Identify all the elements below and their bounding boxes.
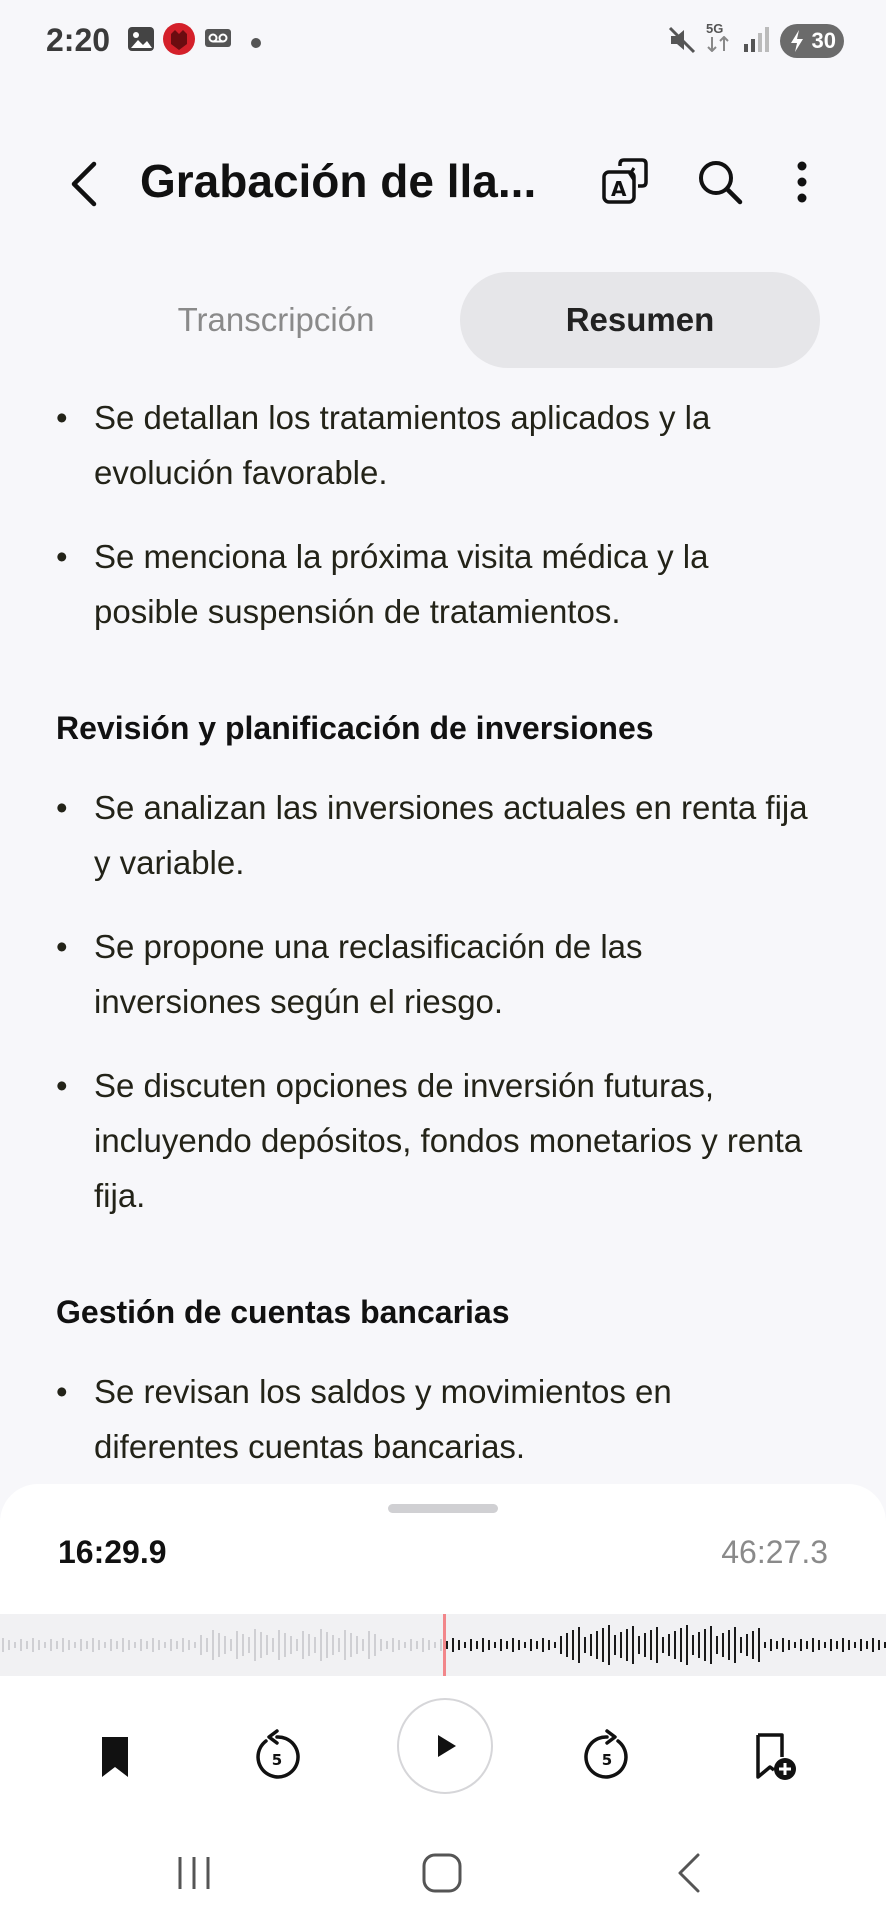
list-item-text: Se revisan los saldos y movimientos en diferentes cuentas bancarias. [94, 1373, 672, 1465]
add-bookmark-button[interactable] [736, 1720, 810, 1794]
charging-icon [788, 29, 806, 53]
bullet: • [56, 789, 68, 826]
more-vert-icon [774, 154, 830, 210]
playhead[interactable] [443, 1614, 446, 1676]
summary-content [0, 390, 886, 1490]
list-item [56, 919, 816, 1029]
bullet: • [56, 1373, 68, 1410]
recent-apps-icon [172, 1853, 216, 1893]
voicemail-icon [204, 28, 232, 53]
current-time: 16:29.9 [58, 1534, 167, 1570]
list-item-text: Se propone una reclasificación de las inversiones según el riesgo. [94, 928, 643, 1020]
add-bookmark-icon [745, 1729, 801, 1785]
list-item-text: Se detallan los tratamientos aplicados y la evolución favorable. [94, 399, 711, 491]
list-item [56, 390, 816, 500]
bookmark-icon [91, 1733, 139, 1781]
chevron-left-icon [56, 154, 116, 214]
play-icon [425, 1726, 465, 1766]
bullet: • [56, 1067, 68, 1104]
app-notification-icon [162, 22, 196, 61]
app-bar [0, 140, 886, 224]
list-item-text: Se analizan las inversiones actuales en renta fija y variable. [94, 789, 808, 881]
list-item-text: Se menciona la próxima visita médica y la posible suspensión de tratamientos. [94, 538, 709, 630]
signal-icon [742, 24, 772, 59]
bullet: • [56, 928, 68, 965]
list-item [56, 1364, 816, 1474]
translate-icon [598, 154, 654, 210]
list-item [56, 780, 816, 890]
page-title: Grabación de lla... [140, 155, 537, 207]
home-icon [420, 1851, 464, 1895]
tab-resumen[interactable]: Resumen [460, 272, 820, 368]
battery-level: 30 [811, 28, 836, 53]
list-item-text: Se discuten opciones de inversión futuras, incluyendo depósitos, fondos monetarios y renta fija. [94, 1067, 803, 1214]
dot-icon [250, 36, 262, 54]
drag-handle[interactable] [388, 1504, 498, 1513]
network-5g-icon [706, 22, 730, 55]
gallery-icon [126, 24, 156, 59]
battery-indicator [780, 24, 844, 58]
back-icon [668, 1851, 712, 1895]
section-heading: Revisión y planificación de inversiones [56, 710, 654, 746]
tab-transcripcion[interactable]: Transcripción [177, 301, 375, 338]
rewind-button[interactable] [240, 1720, 314, 1794]
rewind-seconds-label: 5 [271, 1751, 283, 1769]
status-time: 2:20 [46, 22, 111, 58]
rewind-5-icon [249, 1729, 305, 1785]
total-time: 46:27.3 [721, 1534, 828, 1570]
network-label: 5G [706, 21, 724, 36]
search-button[interactable] [692, 154, 748, 210]
navigation-bar [0, 1820, 886, 1920]
forward-seconds-label: 5 [601, 1751, 613, 1769]
home-button[interactable] [412, 1848, 472, 1898]
bookmark-button[interactable] [78, 1720, 152, 1794]
status-bar [0, 0, 886, 84]
recent-apps-button[interactable] [164, 1848, 224, 1898]
list-item [56, 1058, 816, 1223]
nav-back-button[interactable] [660, 1848, 720, 1898]
mute-icon [666, 24, 698, 61]
list-item [56, 529, 816, 639]
play-button[interactable] [397, 1698, 493, 1794]
search-icon [692, 154, 748, 210]
back-button[interactable] [56, 154, 116, 214]
svg-text:A: A [611, 177, 627, 201]
forward-button[interactable] [570, 1720, 644, 1794]
bullet: • [56, 399, 68, 436]
forward-5-icon [579, 1729, 635, 1785]
bullet: • [56, 538, 68, 575]
tab-bar [96, 272, 820, 368]
translate-button[interactable] [598, 154, 654, 210]
more-options-button[interactable] [774, 154, 830, 210]
section-heading: Gestión de cuentas bancarias [56, 1294, 510, 1330]
